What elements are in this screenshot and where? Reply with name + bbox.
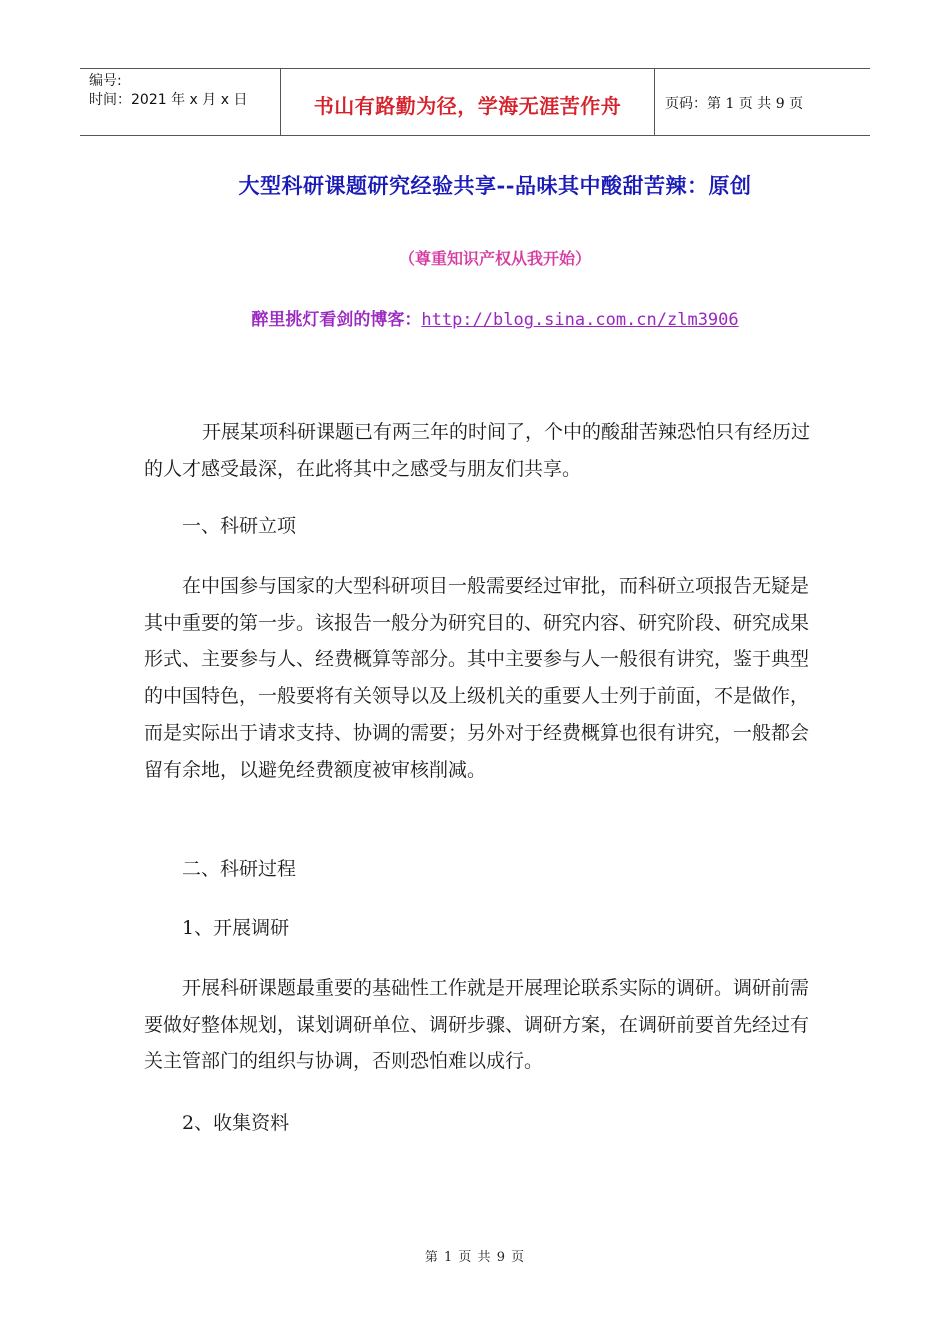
document-title: 大型科研课题研究经验共享--品味其中酸甜苦辣：原创 <box>238 173 752 198</box>
intro-paragraph: 开展某项科研课题已有两三年的时间了，个中的酸甜苦辣恐怕只有经历过的人才感受最深，在此将其中之感受与朋友们共享。 <box>144 421 811 480</box>
page-footer: 第 1 页 共 9 页 <box>424 1250 526 1265</box>
document-time-label: 时间：2021 年 x 月 x 日 <box>89 92 248 108</box>
blog-label: 醉里挑灯看剑的博客： <box>251 310 422 330</box>
blog-line <box>0 305 950 330</box>
section2-heading: 二、科研过程 <box>182 858 297 880</box>
header-meta <box>80 69 281 135</box>
subsection1-heading: 1、开展调研 <box>182 917 290 939</box>
document-number-label: 编号: <box>89 73 122 89</box>
blog-link[interactable]: http://blog.sina.com.cn/zlm3906 <box>421 310 739 330</box>
document-subtitle: （尊重知识产权从我开始） <box>398 249 591 268</box>
subsection2-heading: 2、收集资料 <box>182 1112 290 1134</box>
subsection1-paragraph: 开展科研课题最重要的基础性工作就是开展理论联系实际的调研。调研前需要做好整体规划，谋划调研单位、调研步骤、调研方案，在调研前要首先经过有关主管部门的组织与协调，否则恐怕难以成行。 <box>144 977 810 1073</box>
section1-heading: 一、科研立项 <box>182 515 297 537</box>
header-table <box>80 68 870 136</box>
section1-paragraph: 在中国参与国家的大型科研项目一般需要经过审批，而科研立项报告无疑是其中重要的第一步。该报告一般分为研究目的、研究内容、研究阶段、研究成果形式、主要参与人、经费概算等部分。其中主要参与人一般很有讲究，鉴于典型的中国特色，一般要将有关领导以及上级机关的重要人士列于前面，不是做作，而是实际出于请求支持、协调的需要；另外对于经费概算也很有讲究，一般都会留有余地，以避免经费额度被审核削减。 <box>144 575 810 781</box>
header-page-info: 页码：第 1 页 共 9 页 <box>665 96 804 112</box>
header-motto: 书山有路勤为径，学海无涯苦作舟 <box>281 69 655 135</box>
